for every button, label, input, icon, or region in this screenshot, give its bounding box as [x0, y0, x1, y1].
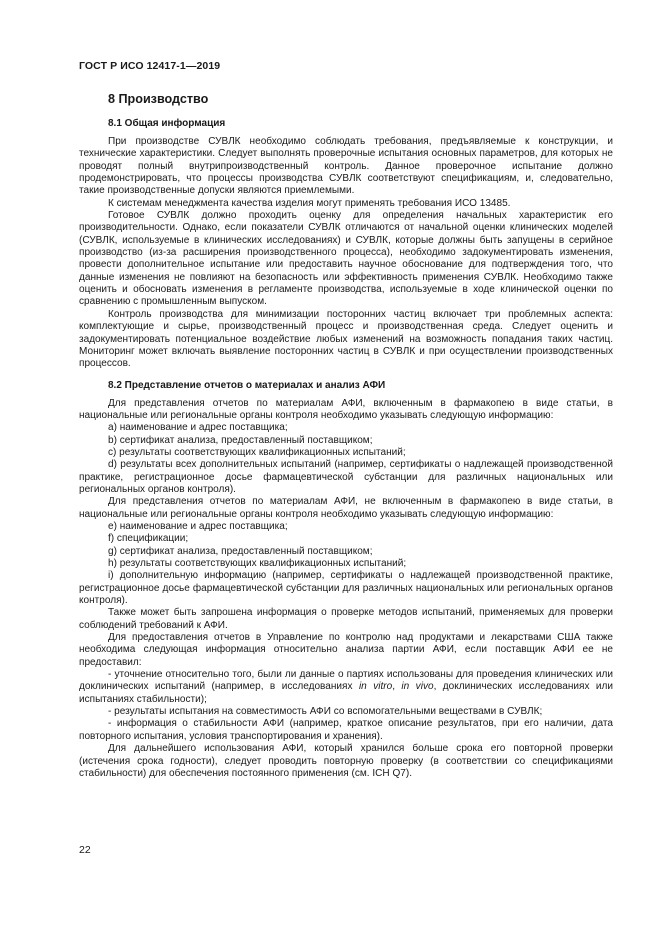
page-number: 22: [79, 844, 91, 856]
dash-item: - информация о стабильности АФИ (например, краткое описание результатов, при его наличии, дата повторного испытания, условия транспортирования и хранения).: [79, 718, 613, 742]
list-item: e) наименование и адрес поставщика;: [108, 520, 288, 532]
paragraph: Для представления отчетов по материалам АФИ, не включенным в фармакопею в виде статьи, в национальные или региональные органы контроля необходимо указывать следующую информацию:: [79, 496, 613, 520]
paragraph: Контроль производства для минимизации посторонних частиц включает три проблемных аспекта: комплектующие и сырье, производственный процесс и производственная среда. Следует оценить и задокументировать потенциальное воздействие любых изменений на возможность попадания таких частиц. Мониторинг может включать выявление посторонних частиц в СУВЛК и при осуществлении производственных процессов.: [79, 308, 613, 370]
list-item: d) результаты всех дополнительных испытаний (например, сертификаты о надлежащей производственной практике, регистрационное досье фармацевтической субстанции для различных национальных или региональных органов контроля).: [79, 459, 613, 495]
paragraph: Готовое СУВЛК должно проходить оценку для определения начальных характеристик его производительности. Однако, если показатели СУВЛК отличаются от начальной оценки клинических моделей (СУВЛК, используемые в клинических исследованиях) и СУВЛК, которые должны быть запущены в серийное производство (из-за расширения производственного процесса), необходимо задокументировать изменения, провести дополнительное испытание или предоставить научное обоснование для подтверждения того, что данные изменения не повлияют на безопасность или эффективность применения СУВЛК. Необходимо также оценить и обосновать изменения в регламенте производства, используемые в ходе клинической оценки по сравнению с промышленным выпуском.: [79, 210, 613, 308]
in-vitro-term: in vitro: [358, 681, 393, 693]
list-item: f) спецификации;: [108, 533, 189, 545]
dash-item-text: - уточнение относительно того, были ли данные о партиях использованы для проведения клинических или доклинических испытаний (например, в исследованиях: [79, 669, 613, 693]
paragraph: Для представления отчетов по материалам АФИ, включенным в фармакопею в виде статьи, в национальные или региональные органы контроля необходимо указывать следующую информацию:: [79, 397, 613, 421]
dash-item-text: , доклинических исследованиях или испытаниях стабильности);: [79, 681, 614, 705]
page-content: [79, 92, 613, 780]
dash-item: [79, 669, 613, 706]
list-item: h) результаты соответствующих квалификационных испытаний;: [108, 558, 407, 569]
paragraph: К системам менеджмента качества изделия могут применять требования ИСО 13485.: [108, 197, 511, 209]
list-item: g) сертификат анализа, предоставленный поставщиком;: [108, 545, 373, 557]
in-vivo-term: in vivo: [401, 681, 434, 693]
list-item: a) наименование и адрес поставщика;: [108, 422, 288, 434]
section-8-2-title: 8.2 Представление отчетов о материалах и анализ АФИ: [108, 379, 386, 391]
document-id-header: ГОСТ Р ИСО 12417-1—2019: [79, 60, 221, 72]
paragraph: Также может быть запрошена информация о проверке методов испытаний, применяемых для проверки соблюдений требований к АФИ.: [79, 607, 613, 631]
list-item: i) дополнительную информацию (например, сертификаты о надлежащей производственной практике, регистрационное досье фармацевтической субстанции для различных национальных или региональных органов контроля).: [79, 570, 613, 607]
dash-item-separator: ,: [392, 681, 402, 693]
section-8-1-title: 8.1 Общая информация: [108, 118, 226, 129]
paragraph: Для дальнейшего использования АФИ, который хранился больше срока его повторной проверки (истечения срока годности), следует проводить повторную проверку (в соответствии со спецификациями стабильности) для обеспечения постоянного применения (см. ICH Q7).: [79, 743, 613, 779]
paragraph: При производстве СУВЛК необходимо соблюдать требования, предъявляемые к конструкции, и технические характеристики. Следует выполнять проверочные испытания основных параметров, для которых не проводят полный внутрипроизводственный контроль. Данное проверочное испытание должно продемонстрировать, что процессы производства СУВЛК соответствуют спецификациям, и, следовательно, такие производственные допуски являются приемлемыми.: [79, 136, 613, 197]
section-8-title: 8 Производство: [108, 92, 209, 106]
paragraph: Для предоставления отчетов в Управление по контролю над продуктами и лекарствами США также необходима следующая информация относительно анализа партии АФИ, если поставщик АФИ ее не предоставил:: [79, 632, 613, 668]
dash-item: - результаты испытания на совместимость АФИ со вспомогательными веществами в СУВЛК;: [108, 706, 543, 718]
list-item: b) сертификат анализа, предоставленный поставщиком;: [108, 434, 373, 446]
list-item: c) результаты соответствующих квалификационных испытаний;: [108, 446, 406, 458]
